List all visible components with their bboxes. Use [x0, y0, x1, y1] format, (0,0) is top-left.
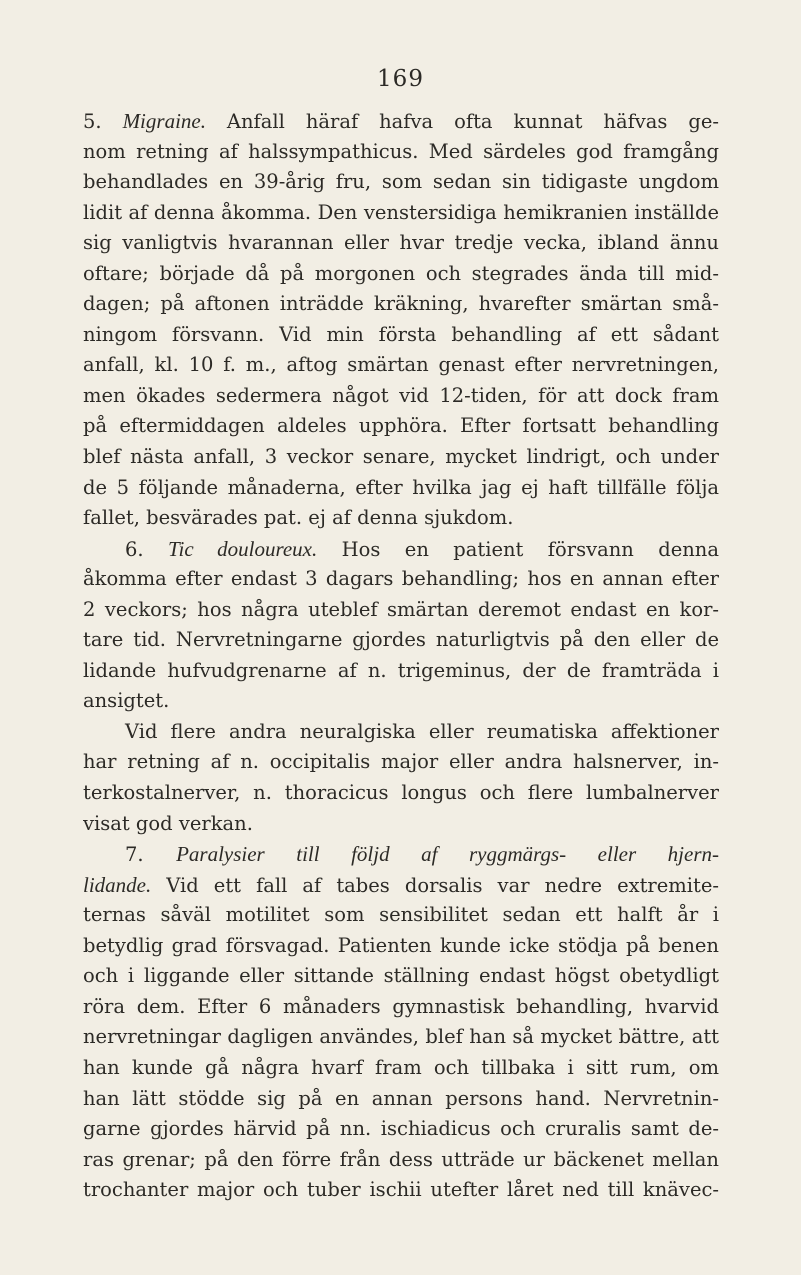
text-line	[83, 442, 719, 473]
text-line	[83, 870, 719, 901]
text-line	[83, 625, 719, 656]
text-run: fallet, besvärades pat. ej af denna sjukdom.	[83, 506, 514, 530]
section-heading: lidande.	[83, 872, 152, 897]
text-run: och i liggande eller sittande ställning endast högst obetydligt	[83, 964, 719, 988]
text-line	[83, 1053, 719, 1084]
text-run: nervretningar dagligen användes, blef han så mycket bättre, att	[83, 1025, 719, 1049]
text-line	[83, 411, 719, 442]
text-line	[83, 564, 719, 595]
section-heading: Paralysier till följd af ryggmärgs- eller hjern-	[176, 842, 719, 867]
text-run: 5.	[83, 110, 123, 133]
text-line	[83, 931, 719, 962]
text-run: röra dem. Efter 6 månaders gymnastisk behandling, hvarvid	[83, 994, 719, 1018]
section-heading: Tic douloureux.	[168, 536, 318, 561]
text-run: 6.	[125, 537, 168, 561]
text-line	[83, 350, 719, 381]
text-run: ternas såväl motilitet som sensibilitet sedan ett halft år i	[83, 903, 719, 927]
text-line	[83, 900, 719, 931]
text-run: nom retning af halssympathicus. Med särdeles god framgång	[83, 139, 719, 163]
text-run: anfall, kl. 10 f. m., aftog smärtan genast efter nervretningen,	[83, 353, 719, 377]
text-run: Vid flere andra neuralgiska eller reumatiska affektioner	[125, 719, 719, 743]
text-line	[83, 809, 719, 840]
text-line	[83, 839, 719, 870]
text-run: visat god verkan.	[83, 811, 253, 835]
paragraph-p7	[83, 839, 719, 1206]
text-line	[83, 1084, 719, 1115]
text-line	[83, 717, 719, 748]
text-run: lidit af denna åkomma. Den venstersidiga hemikranien inställde	[83, 200, 719, 224]
text-line	[83, 656, 719, 687]
text-run: ningom försvann. Vid min första behandling af ett sådant	[83, 322, 719, 346]
text-run: de 5 följande månaderna, efter hvilka jag ej haft tillfälle följa	[83, 475, 719, 499]
text-run: lidande hufvudgrenarne af n. trigeminus, der de framträda i	[83, 658, 719, 682]
text-line	[83, 686, 719, 717]
text-line	[83, 595, 719, 626]
text-line	[83, 992, 719, 1023]
text-run: trochanter major och tuber ischii utefter låret ned till knävec-	[83, 1178, 719, 1202]
text-line	[83, 747, 719, 778]
text-line	[83, 198, 719, 229]
text-line	[83, 534, 719, 565]
text-run: han kunde gå några hvarf fram och tillbaka i sitt rum, om	[83, 1055, 719, 1079]
text-run: Anfall häraf hafva ofta kunnat häfvas ge-	[205, 110, 719, 133]
text-run: dagen; på aftonen inträdde kräkning, hvarefter smärtan små-	[83, 292, 719, 316]
text-run: tare tid. Nervretningarne gjordes naturligtvis på den eller de	[83, 628, 719, 652]
text-line	[83, 167, 719, 198]
body-text	[83, 106, 719, 1206]
page-number: 169	[377, 66, 424, 92]
text-run: han lätt stödde sig på en annan persons hand. Nervretnin-	[83, 1086, 719, 1110]
text-line	[83, 289, 719, 320]
text-run: på eftermiddagen aldeles upphöra. Efter fortsatt behandling	[83, 414, 719, 438]
text-line	[83, 320, 719, 351]
text-line	[83, 228, 719, 259]
text-run: behandlades en 39-årig fru, som sedan sin tidigaste ungdom	[83, 170, 719, 194]
text-run: men ökades sedermera något vid 12-tiden, för att dock fram	[83, 383, 719, 407]
text-line	[83, 1114, 719, 1145]
paragraph-p-neuralgi	[83, 717, 719, 839]
text-line	[83, 1145, 719, 1176]
text-line	[83, 961, 719, 992]
text-line	[83, 1175, 719, 1206]
text-line	[83, 778, 719, 809]
text-run: ansigtet.	[83, 689, 170, 713]
text-run: betydlig grad försvagad. Patienten kunde icke stödja på benen	[83, 933, 719, 957]
text-run: oftare; började då på morgonen och stegrades ända till mid-	[83, 261, 719, 285]
text-line	[83, 1022, 719, 1053]
text-line	[83, 381, 719, 412]
text-line	[83, 106, 719, 137]
paragraph-p5	[83, 106, 719, 534]
text-run: 2 veckors; hos några uteblef smärtan deremot endast en kor-	[83, 597, 719, 621]
text-run: har retning af n. occipitalis major eller andra halsnerver, in-	[83, 750, 719, 774]
text-run: 7.	[125, 843, 177, 867]
text-line	[83, 503, 719, 534]
text-run: ras grenar; på den förre från dess utträde ur bäckenet mellan	[83, 1147, 719, 1171]
text-line	[83, 259, 719, 290]
section-heading: Migraine.	[122, 109, 206, 133]
text-run: Hos en patient försvann denna	[317, 537, 719, 561]
text-run: terkostalnerver, n. thoracicus longus och flere lumbalnerver	[83, 781, 719, 805]
paragraph-p6	[83, 534, 719, 717]
text-run: garne gjordes härvid på nn. ischiadicus och cruralis samt de-	[83, 1117, 719, 1141]
text-line	[83, 473, 719, 504]
text-run: sig vanligtvis hvarannan eller hvar tredje vecka, ibland ännu	[83, 231, 719, 255]
text-run: åkomma efter endast 3 dagars behandling; hos en annan efter	[83, 567, 719, 591]
text-run: Vid ett fall af tabes dorsalis var nedre extremite-	[151, 873, 719, 897]
text-line	[83, 137, 719, 168]
text-run: blef nästa anfall, 3 veckor senare, mycket lindrigt, och under	[83, 445, 719, 469]
